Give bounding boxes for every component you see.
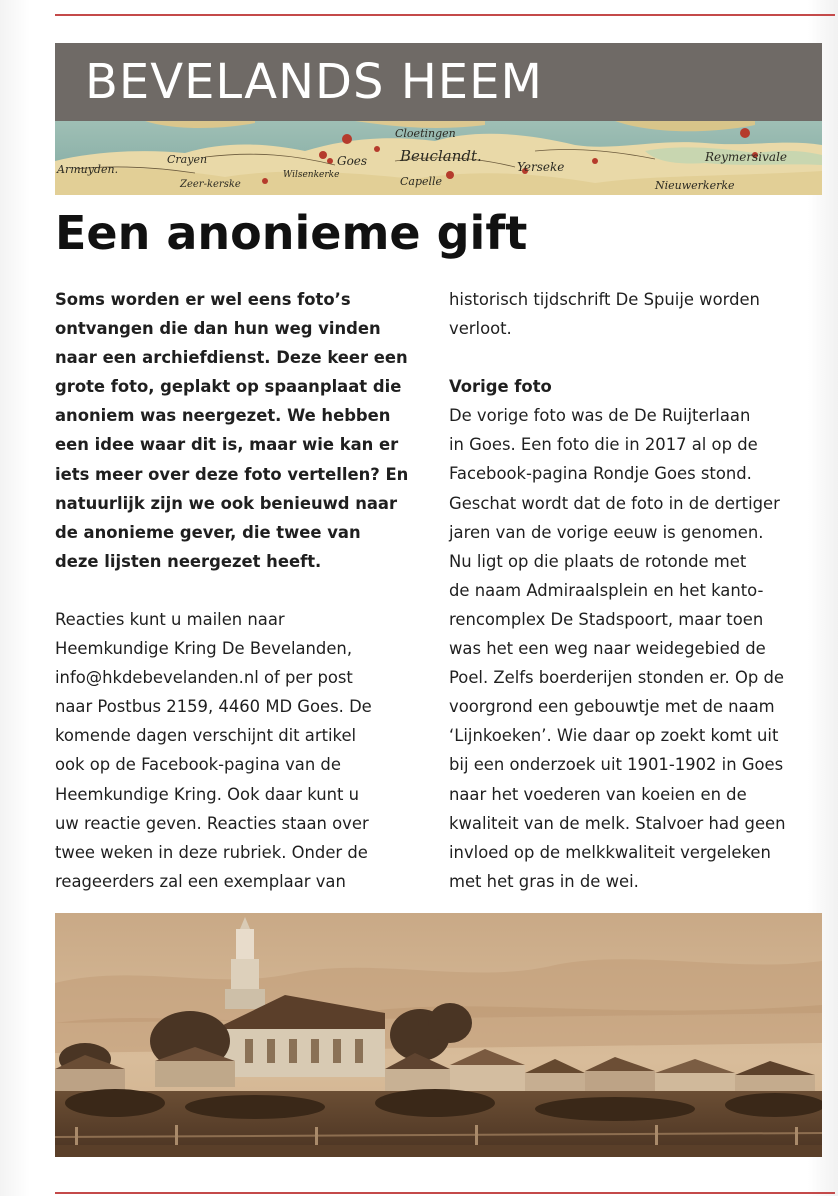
body-line: in Goes. Een foto die in 2017 al op de bbox=[449, 435, 758, 455]
masthead-title: BEVELANDS HEEM bbox=[85, 54, 543, 110]
map-label: Cloetingen bbox=[395, 127, 456, 140]
body-line: historisch tijdschrift De Spuije worden bbox=[449, 290, 760, 309]
map-label: Goes bbox=[337, 154, 368, 168]
body-line: ‘Lijnkoeken’. Wie daar op zoekt komt uit bbox=[449, 726, 779, 746]
sepia-town-photo bbox=[55, 913, 822, 1157]
map-label: Reymersivale bbox=[705, 150, 788, 164]
map-illustration bbox=[55, 121, 822, 195]
body-line: Heemkundige Kring De Bevelanden, bbox=[55, 639, 353, 659]
body-line: Geschat wordt dat de foto in de dertiger bbox=[449, 493, 780, 513]
intro-line: grote foto, geplakt op spaanplaat die bbox=[55, 377, 402, 397]
intro-line: een idee waar dit is, maar wie kan er bbox=[55, 435, 399, 455]
intro-line: naar een archiefdienst. Deze keer een bbox=[55, 348, 408, 368]
photo-illustration bbox=[55, 913, 822, 1157]
body-line: info@hkdebevelanden.nl of per post bbox=[55, 668, 353, 688]
body-line: de naam Admiraalsplein en het kanto- bbox=[449, 580, 764, 600]
body-line: Heemkundige Kring. Ook daar kunt u bbox=[55, 784, 359, 804]
body-line: Reacties kunt u mailen naar bbox=[55, 609, 285, 629]
map-label: Crayen bbox=[167, 153, 208, 166]
right-column bbox=[449, 285, 821, 896]
intro-line: ontvangen die dan hun weg vinden bbox=[55, 319, 381, 339]
map-label: Capelle bbox=[400, 175, 443, 188]
article-headline: Een anonieme gift bbox=[55, 206, 528, 260]
map-label: Zeer-kerske bbox=[180, 179, 241, 190]
body-line: invloed op de melkkwaliteit vergeleken bbox=[449, 842, 771, 862]
body-line: jaren van de vorige eeuw is genomen. bbox=[449, 522, 764, 542]
body-line: uw reactie geven. Reacties staan over bbox=[55, 813, 369, 833]
body-line: naar Postbus 2159, 4460 MD Goes. De bbox=[55, 697, 372, 717]
left-column bbox=[55, 285, 433, 896]
body-line: bij een onderzoek uit 1901-1902 in Goes bbox=[449, 755, 784, 775]
antique-map-strip bbox=[55, 121, 822, 195]
body-line: rencomplex De Stadspoort, maar toen bbox=[449, 609, 764, 629]
body-line: kwaliteit van de melk. Stalvoer had geen bbox=[449, 813, 786, 833]
map-label: Yerseke bbox=[517, 160, 565, 174]
body-line: ook op de Facebook-pagina van de bbox=[55, 755, 341, 775]
body-line: De vorige foto was de De Ruijterlaan bbox=[449, 406, 751, 426]
map-label: Nieuwerkerke bbox=[655, 179, 735, 192]
intro-line: Soms worden er wel eens foto’s bbox=[55, 290, 351, 309]
body-line: was het een weg naar weidegebied de bbox=[449, 639, 766, 659]
body-line: Poel. Zelfs boerderijen stonden er. Op de bbox=[449, 668, 784, 688]
body-line: verloot. bbox=[449, 319, 512, 339]
body-line: Facebook-pagina Rondje Goes stond. bbox=[449, 464, 752, 484]
body-line: naar het voederen van koeien en de bbox=[449, 784, 747, 804]
map-label: Wilsenkerke bbox=[283, 170, 340, 180]
body-line: voorgrond een gebouwtje met de naam bbox=[449, 697, 775, 717]
body-line: met het gras in de wei. bbox=[449, 871, 639, 891]
intro-line: de anonieme gever, die twee van bbox=[55, 522, 361, 542]
intro-line: deze lijsten neergezet heeft. bbox=[55, 551, 322, 571]
map-label: Beuclandt. bbox=[400, 147, 482, 165]
bottom-rule bbox=[55, 1192, 835, 1194]
section-subhead: Vorige foto bbox=[449, 377, 552, 397]
intro-line: iets meer over deze foto vertellen? En bbox=[55, 464, 409, 484]
masthead-banner bbox=[55, 43, 822, 121]
body-line: twee weken in deze rubriek. Onder de bbox=[55, 842, 368, 862]
body-line: komende dagen verschijnt dit artikel bbox=[55, 726, 357, 746]
map-label: Armuyden. bbox=[57, 163, 119, 176]
top-rule bbox=[55, 14, 835, 16]
intro-line: natuurlijk zijn we ook benieuwd naar bbox=[55, 493, 398, 513]
body-line: reageerders zal een exemplaar van bbox=[55, 871, 346, 891]
body-line: Nu ligt op die plaats de rotonde met bbox=[449, 551, 747, 571]
intro-line: anoniem was neergezet. We hebben bbox=[55, 406, 391, 426]
